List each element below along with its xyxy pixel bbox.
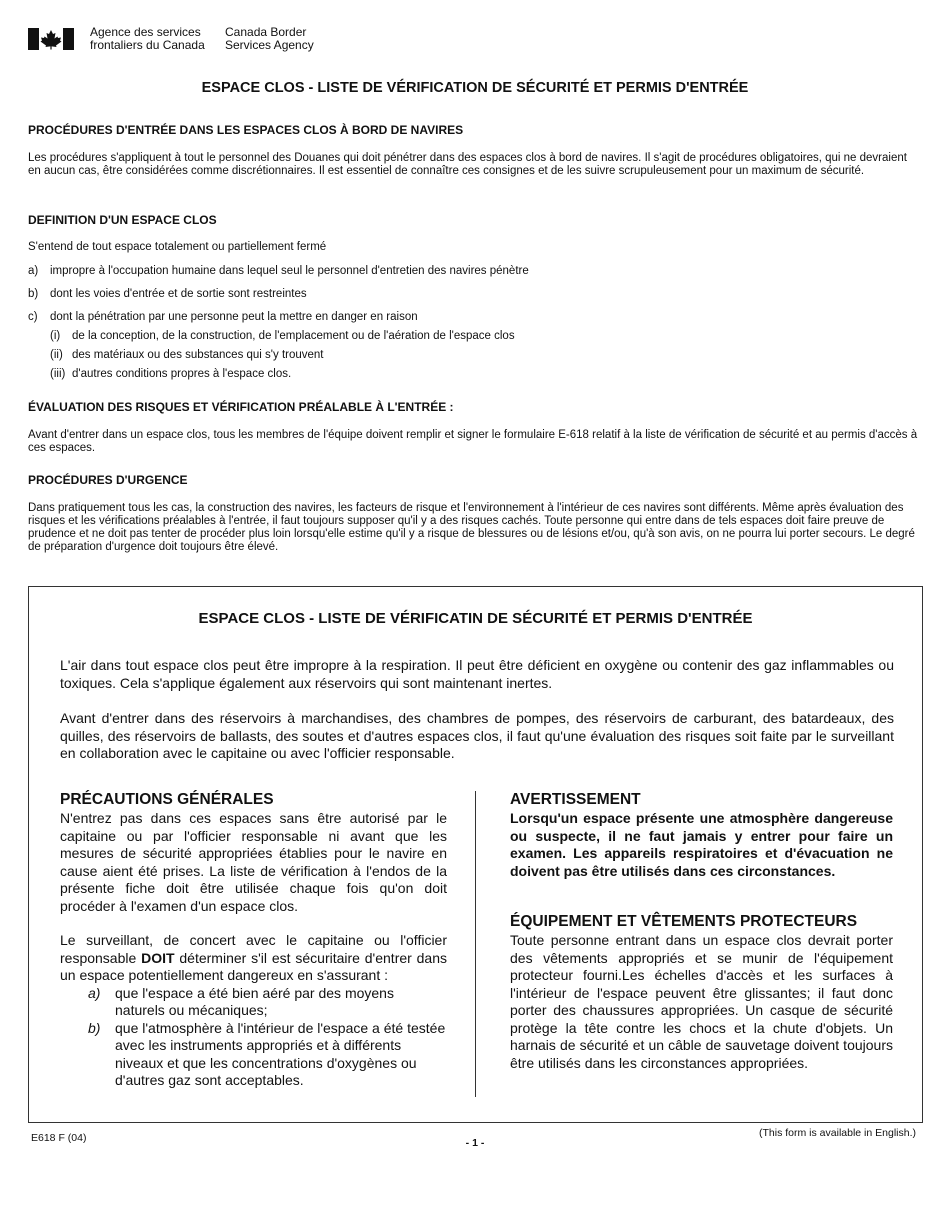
box-intro-air: L'air dans tout espace clos peut être impropre à la respiration. Il peut être déficient en oxygène ou contenir des gaz inflammables ou toxiques. Cela s'applique également aux réservoirs qui sont maintenant inertes.: [60, 657, 894, 691]
list-item: [28, 265, 920, 278]
general-precautions-text: N'entrez pas dans ces espaces sans être autorisé par le capitaine ou par l'officier responsable ni avant que les mesures de sécurité appropriées établies pour le navire en cause aient été prises. La liste de vérification à l'endos de la présente fiche doit être utilisée chaque fois qu'on doit procéder à l'examen d'un espace clos.: [60, 810, 447, 914]
list-item-mark: c): [28, 311, 38, 323]
list-item-text: dont la pénétration par une personne peut la mettre en danger en raison: [50, 311, 418, 323]
general-precautions-heading: PRÉCAUTIONS GÉNÉRALES: [60, 791, 274, 808]
section-text-emergency: Dans pratiquement tous les cas, la construction des navires, les facteurs de risque et l'environnement à l'intérieur de ces navires sont différents. Même après évaluation des risques et les vérifications préalables à l'entrée, il faut toujours supposer qu'il y a des risques cachés. Toute personne qui entre dans de tels espaces doit faire preuve de prudence et ne doit pas tenter de procéder plus loin lorsqu'elle estime qu'il y a risque de blessures ou de lésions et/ou, qu'à son avis, on ne pourra lui porter secours. Le degré de préparation d'urgence doit toujours être élevé.: [28, 502, 915, 553]
right-column: [510, 791, 893, 1072]
list-subitem-text: des matériaux ou des substances qui s'y trouvent: [72, 349, 324, 361]
list-item-text: que l'atmosphère à l'intérieur de l'espace a été testée avec les instruments appropriés et à différents niveaux et que les concentrations d'oxygènes ou d'autres gaz sont acceptables.: [115, 1019, 446, 1088]
supervisor-list: [60, 985, 447, 1090]
list-subitem-mark: (i): [50, 330, 61, 342]
warning-heading: AVERTISSEMENT: [510, 791, 641, 808]
supervisor-text-after: déterminer s'il est sécuritaire d'entrer dans un espace potentiellement dangereux en s'assurant :: [60, 949, 447, 983]
definition-list: [28, 265, 920, 381]
section-text-risk-evaluation: Avant d'entrer dans un espace clos, tous les membres de l'équipe doivent remplir et signer le formulaire E-618 relatif à la liste de vérification de sécurité et au permis d'accès à ces espaces.: [28, 429, 918, 454]
section-heading-definition: DEFINITION D'UN ESPACE CLOS: [28, 213, 217, 227]
section-heading-risk-evaluation: ÉVALUATION DES RISQUES ET VÉRIFICATION PRÉALABLE À L'ENTRÉE :: [28, 400, 454, 414]
supervisor-text: [60, 932, 447, 985]
list-item: [28, 288, 920, 301]
section-heading-entry-procedures: PROCÉDURES D'ENTRÉE DANS LES ESPACES CLOS À BORD DE NAVIRES: [28, 123, 464, 137]
page-number: - 1 -: [465, 1137, 485, 1149]
column-divider: [475, 791, 476, 1097]
list-item-mark: a): [88, 984, 101, 1001]
box-title: ESPACE CLOS - LISTE DE VÉRIFICATIN DE SÉCURITÉ ET PERMIS D'ENTRÉE: [198, 610, 753, 627]
agency-name-fr-line1: Agence des services: [90, 25, 201, 39]
list-item-text: dont les voies d'entrée et de sortie sont restreintes: [50, 288, 307, 300]
section-heading-emergency: PROCÉDURES D'URGENCE: [28, 473, 188, 487]
list-subitem-mark: (ii): [50, 349, 63, 361]
agency-name-en-line2: Services Agency: [225, 38, 314, 52]
list-subitem-text: de la conception, de la construction, de l'emplacement ou de l'aération de l'espace clos: [72, 330, 515, 342]
list-item-mark: a): [28, 265, 39, 277]
definition-intro: S'entend de tout espace totalement ou partiellement fermé: [28, 241, 327, 253]
agency-name-en-line1: Canada Border: [225, 25, 307, 39]
left-column: [60, 791, 447, 1090]
list-subitem-text: d'autres conditions propres à l'espace clos.: [72, 368, 292, 380]
list-subitem: [50, 349, 920, 362]
list-item-text: que l'espace a été bien aéré par des moyens naturels ou mécaniques;: [115, 984, 394, 1018]
agency-name-fr-line2: frontaliers du Canada: [90, 38, 205, 52]
form-number: E618 F (04): [31, 1132, 87, 1144]
page-title: ESPACE CLOS - LISTE DE VÉRIFICATION DE SÉCURITÉ ET PERMIS D'ENTRÉE: [201, 80, 749, 96]
english-availability-note: (This form is available in English.): [759, 1127, 916, 1139]
canada-flag-icon: [28, 28, 74, 50]
warning-text: Lorsqu'un espace présente une atmosphère dangereuse ou suspecte, il ne faut jamais y entrer pour faire un examen. Les appareils respiratoires et d'évacuation ne doivent pas être utilisés dans ces circonstances.: [510, 810, 893, 879]
list-item: [88, 985, 447, 1020]
supervisor-text-bold: DOIT: [141, 949, 175, 966]
list-item-mark: b): [88, 1019, 101, 1036]
equipment-heading: ÉQUIPEMENT ET VÊTEMENTS PROTECTEURS: [510, 913, 858, 930]
agency-header: [28, 26, 328, 56]
list-subitem: [50, 330, 920, 343]
supervisor-text-before: Le surveillant, de concert avec le capitaine ou l'officier responsable: [60, 932, 447, 966]
equipment-text: Toute personne entrant dans un espace clos devrait porter des vêtements appropriés et se munir de l'équipement protecteur fourni.Les échelles d'accès et les surfaces à l'intérieur de l'espace peuvent être glissantes; il faut donc porter des chaussures appropriées. Un casque de sécurité protège la tête contre les chocs et la chute d'objets. Un harnais de sécurité et un câble de sauvetage doivent toujours être utilisés dans les circonstances appropriées.: [510, 932, 893, 1071]
list-item-mark: b): [28, 288, 39, 300]
list-item: [28, 311, 920, 324]
list-item-text: impropre à l'occupation humaine dans lequel seul le personnel d'entretien des navires pénètre: [50, 265, 529, 277]
checklist-box: [28, 586, 923, 1123]
list-subitem-mark: (iii): [50, 368, 66, 380]
list-subitem: [50, 368, 920, 381]
list-item: [88, 1020, 447, 1090]
box-intro-evaluation: Avant d'entrer dans des réservoirs à marchandises, des chambres de pompes, des réservoirs de carburant, des batardeaux, des quilles, des réservoirs de ballasts, des soutes et d'autres espaces clos, il faut qu'une évaluation des risques soit faite par le surveillant en collaboration avec le capitaine ou avec l'officier responsable.: [60, 710, 894, 761]
section-text-entry-procedures: Les procédures s'appliquent à tout le personnel des Douanes qui doit pénétrer dans des espaces clos à bord de navires. Il s'agit de procédures obligatoires, qui ne devraient en aucun cas, être considérées comme discrétionnaires. Il est essentiel de connaître ces consignes et de les suivre scrupuleusement pour un maximum de sécurité.: [28, 152, 907, 177]
